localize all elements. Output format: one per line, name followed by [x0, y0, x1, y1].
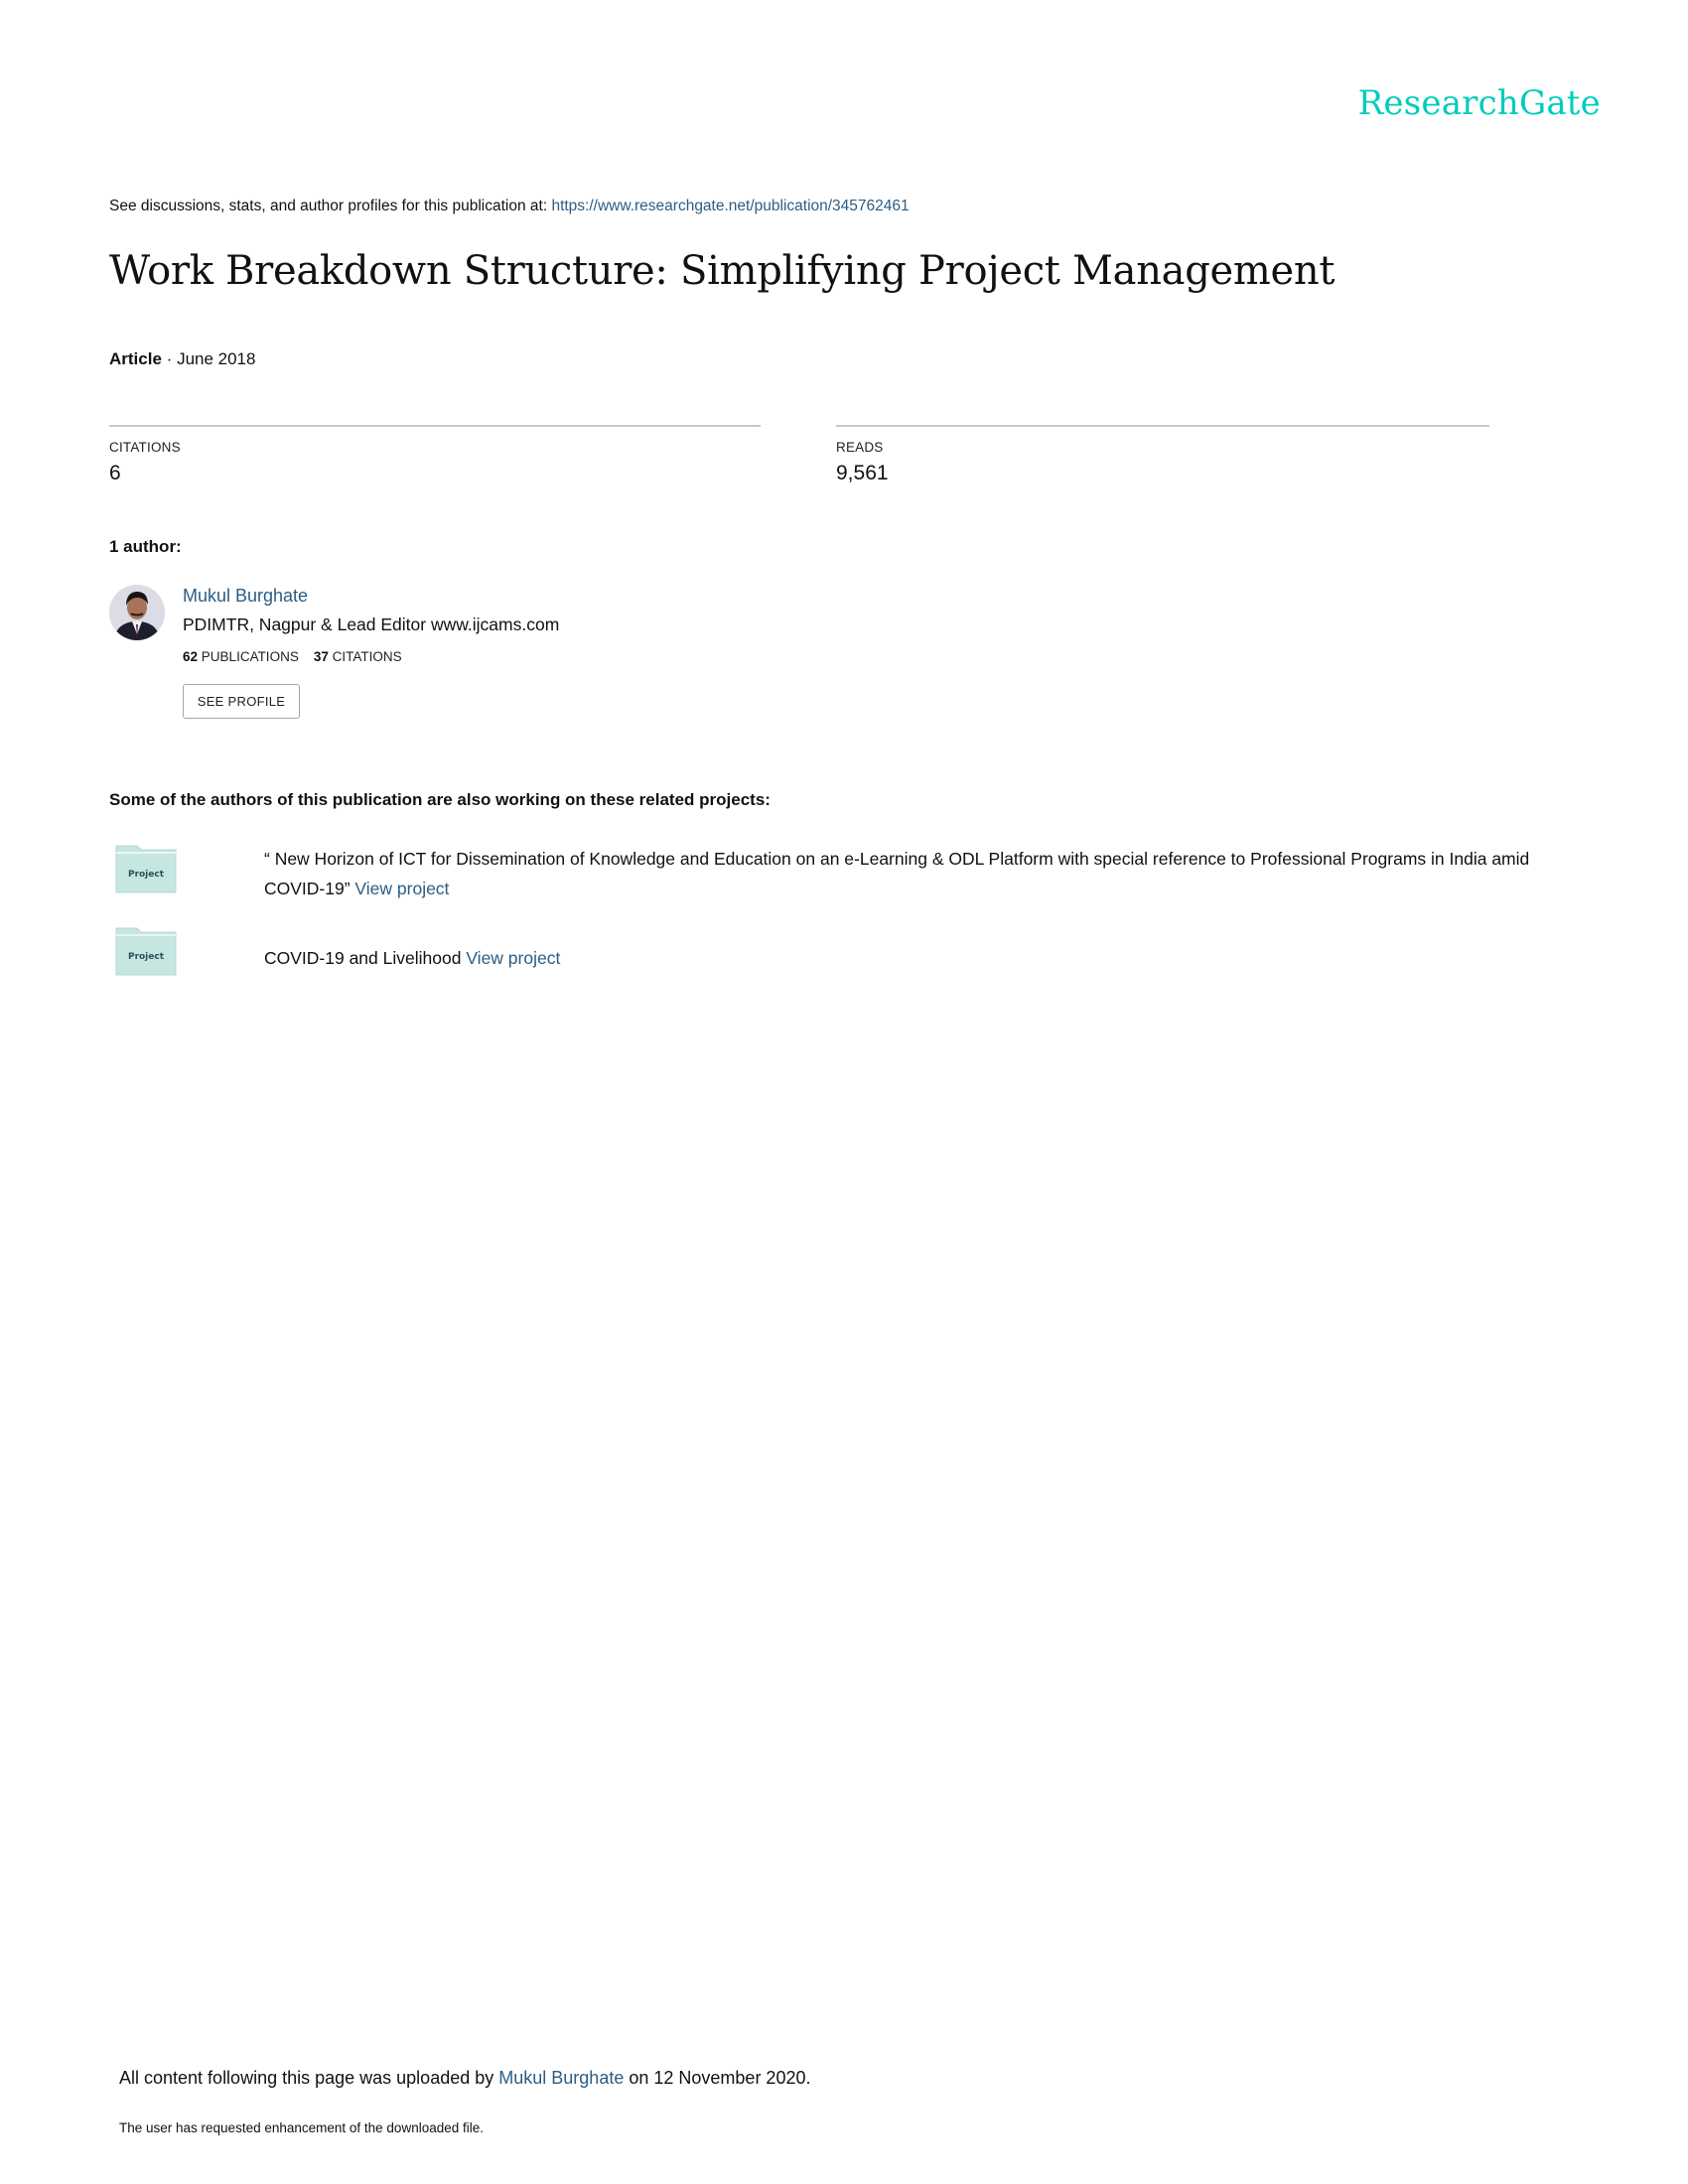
related-projects-heading: Some of the authors of this publication are also working on these related projects: [109, 790, 771, 809]
author-avatar[interactable] [109, 585, 165, 640]
project-folder-icon[interactable] [115, 844, 177, 893]
author-publications-count: 62 [183, 649, 199, 664]
folder-icon [115, 844, 177, 893]
citations-label: CITATIONS [109, 440, 181, 455]
reads-label: READS [836, 440, 884, 455]
publication-url-link[interactable]: https://www.researchgate.net/publication/345762461 [551, 198, 910, 214]
author-stats [183, 649, 402, 664]
project-title: COVID-19 and Livelihood [264, 948, 462, 968]
author-citations-label: CITATIONS [332, 649, 402, 664]
svg-text:Project: Project [127, 870, 165, 880]
publication-date: June 2018 [177, 349, 256, 368]
source-line [109, 198, 910, 215]
publication-meta [109, 349, 255, 369]
source-prefix: See discussions, stats, and author profiles for this publication at: [109, 198, 548, 214]
authors-heading: 1 author: [109, 537, 182, 556]
upload-suffix: on 12 November 2020. [629, 2068, 811, 2088]
upload-note [119, 2068, 810, 2089]
researchgate-logo[interactable]: ResearchGate [1357, 83, 1601, 123]
citations-divider [109, 425, 761, 427]
page-title: Work Breakdown Structure: Simplifying Project Management [109, 248, 1336, 294]
uploader-link[interactable]: Mukul Burghate [498, 2068, 625, 2088]
project-folder-icon[interactable] [115, 926, 177, 976]
reads-divider [836, 425, 1489, 427]
see-profile-button[interactable]: SEE PROFILE [183, 684, 300, 719]
project-item [264, 844, 1575, 903]
reads-value: 9,561 [836, 462, 889, 484]
author-affiliation: PDIMTR, Nagpur & Lead Editor www.ijcams.com [183, 614, 560, 634]
meta-separator: · [166, 349, 173, 368]
author-name-link[interactable]: Mukul Burghate [183, 586, 309, 606]
author-publications-label: PUBLICATIONS [201, 649, 299, 664]
author-photo-icon [109, 585, 165, 640]
publication-type: Article [109, 349, 162, 368]
citations-value: 6 [109, 462, 121, 484]
project-title: “ New Horizon of ICT for Dissemination of Knowledge and Education on an e-Learning & ODL Platform with special reference to Professional Programs in India amid COVID-19” [264, 849, 1530, 898]
upload-prefix: All content following this page was uploaded by [119, 2068, 494, 2088]
view-project-link[interactable]: View project [466, 948, 561, 968]
project-item [264, 943, 1575, 973]
enhancement-note: The user has requested enhancement of the downloaded file. [119, 2120, 484, 2135]
author-citations-count: 37 [313, 649, 329, 664]
folder-icon [115, 926, 177, 976]
view-project-link[interactable]: View project [354, 879, 450, 898]
svg-text:Project: Project [127, 952, 165, 962]
